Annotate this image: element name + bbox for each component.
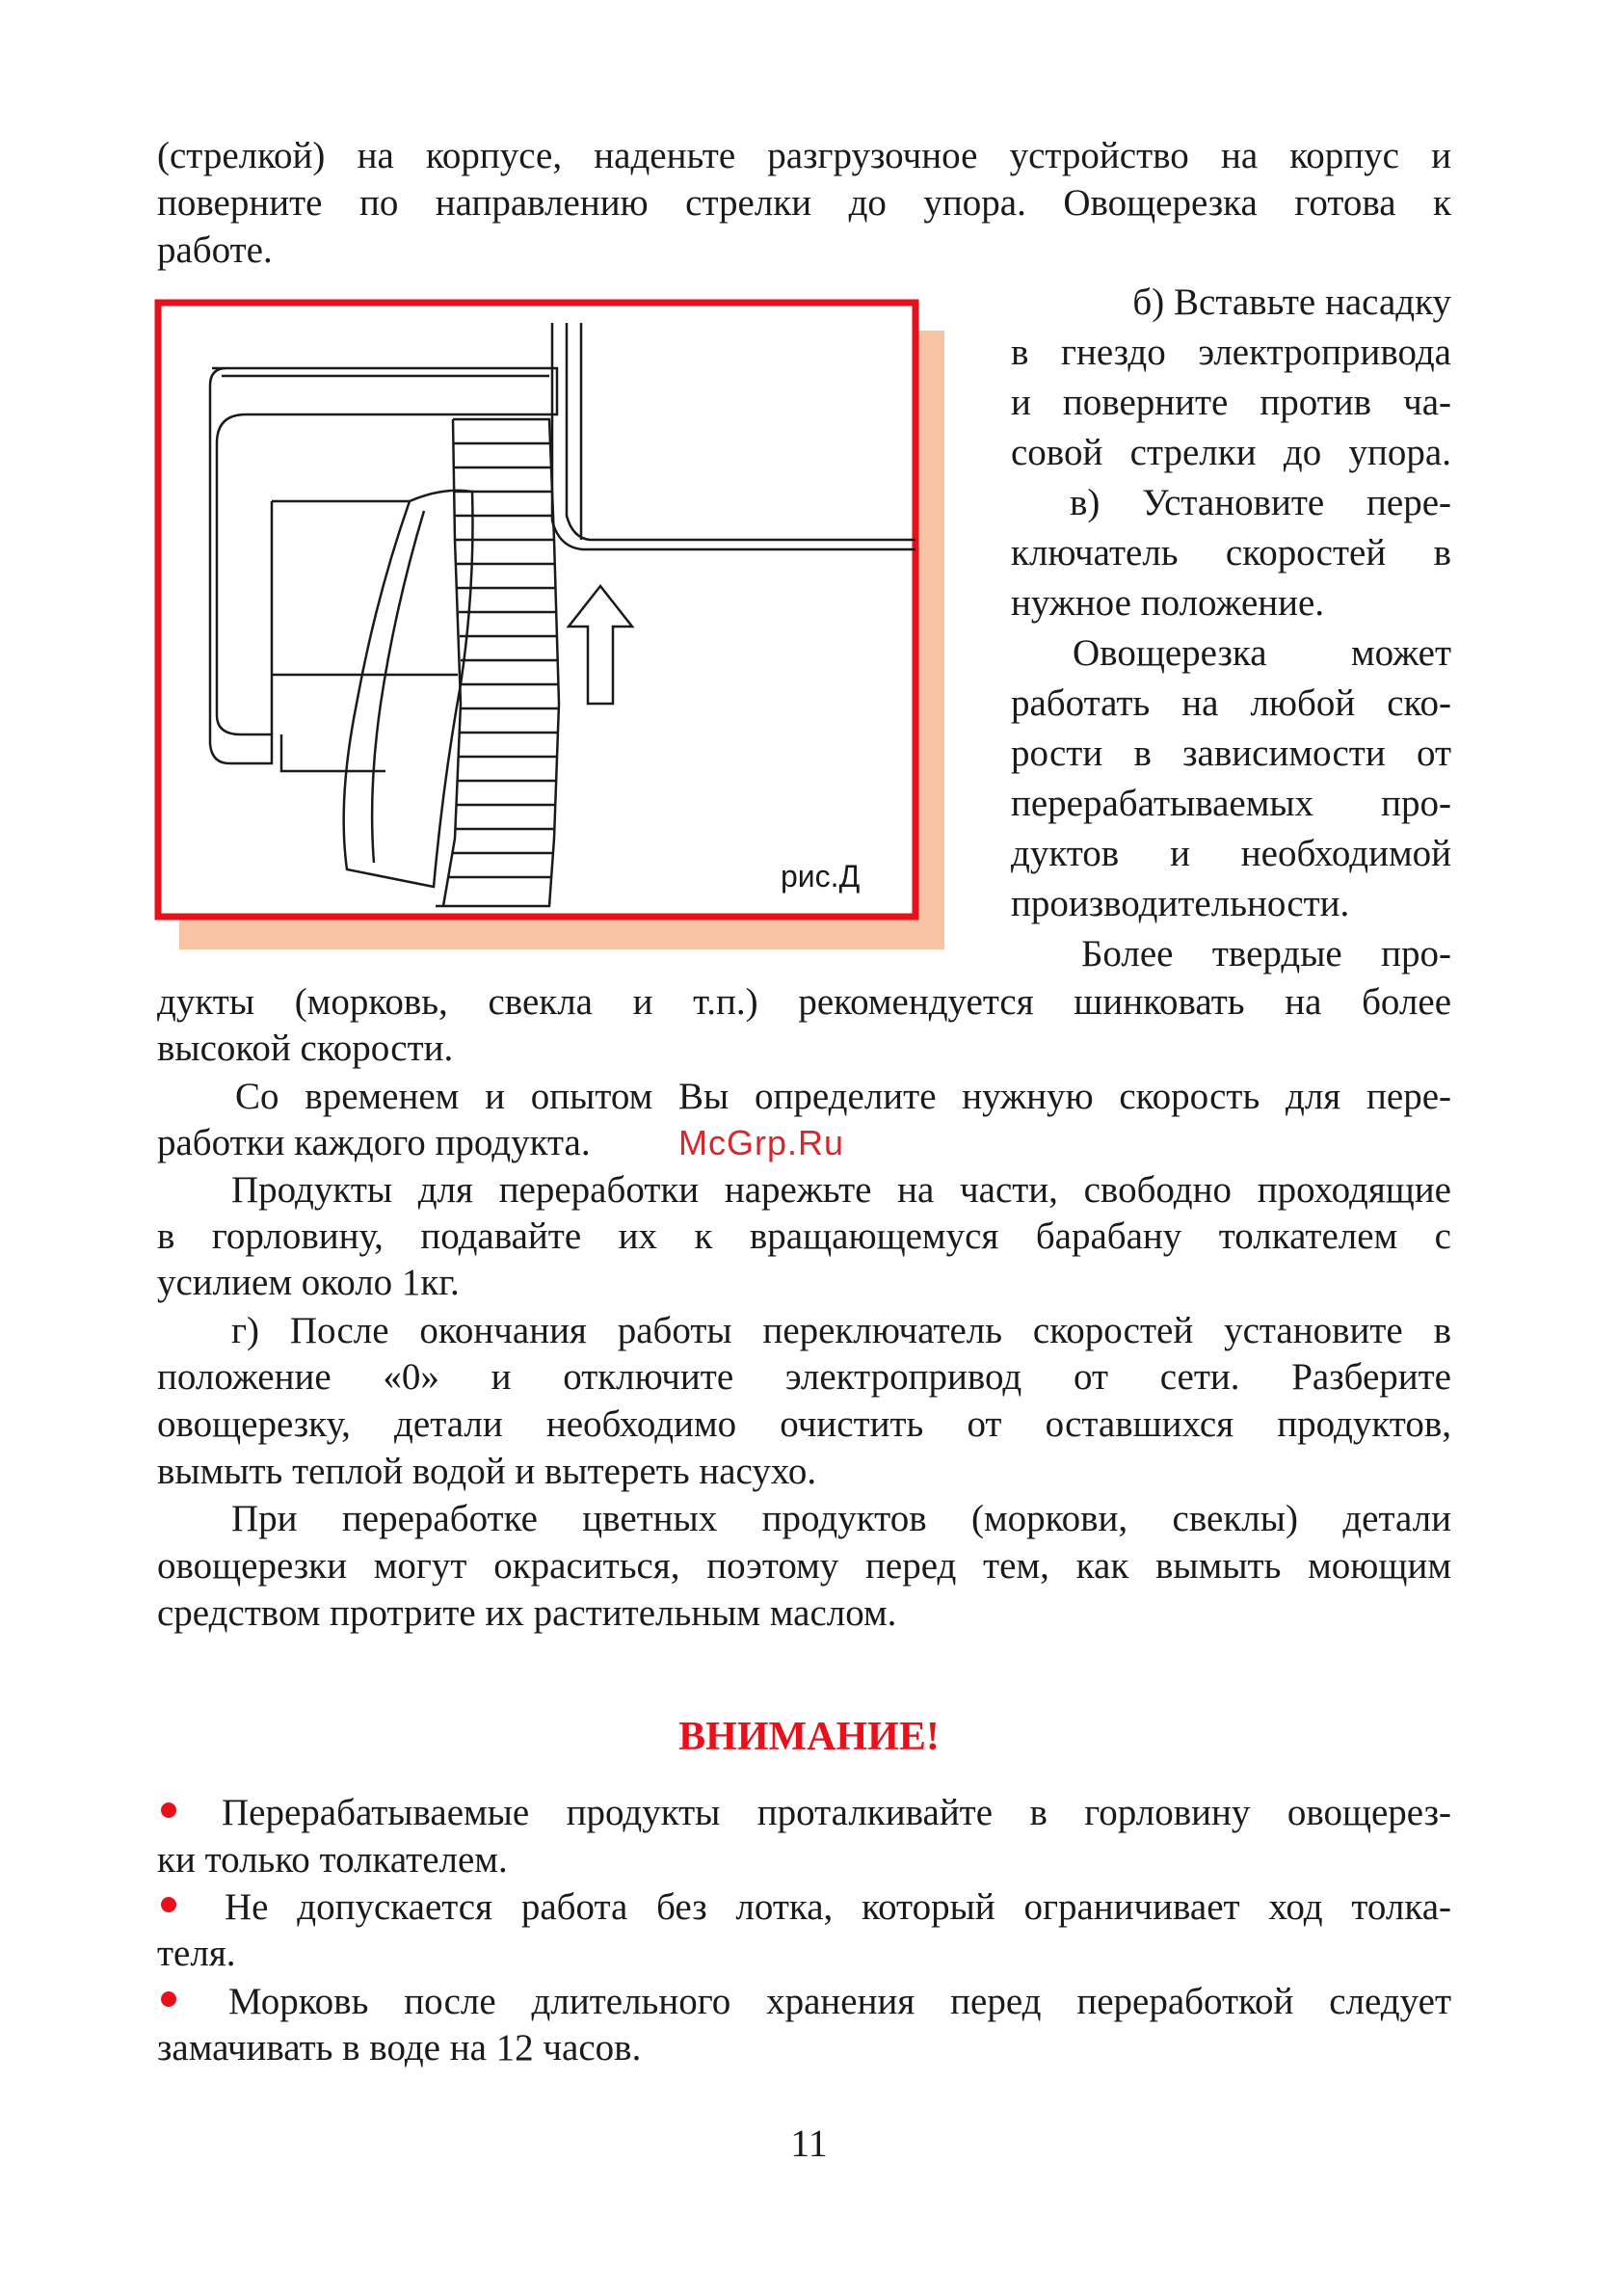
body-line-5: Продукты для переработки нарежьте на части, свободно проходящие xyxy=(231,1169,1451,1211)
body-line-14: средством протрите их растительным маслом. xyxy=(157,1592,897,1634)
side-line-9: работать на любой ско- xyxy=(1011,682,1451,724)
body-line-12: При переработке цветных продуктов (моркови, свеклы) детали xyxy=(231,1498,1451,1539)
figure-d xyxy=(154,299,944,949)
side-line-14: Более твердые про- xyxy=(1081,933,1451,974)
warning-line-1: Перерабатываемые продукты проталкивайте в горловину овощерез- xyxy=(222,1792,1451,1833)
side-line-7: нужное положение. xyxy=(1011,582,1325,624)
bullet-1 xyxy=(161,1802,176,1818)
body-line-10: овощерезку, детали необходимо очистить от оставшихся продуктов, xyxy=(157,1403,1451,1445)
watermark: McGrp.Ru xyxy=(678,1123,845,1162)
warning-line-5: Морковь после длительного хранения перед переработкой следует xyxy=(228,1981,1451,2022)
body-line-6: в горловину, подавайте их к вращающемуся барабану толкателем с xyxy=(157,1215,1451,1257)
bullet-2 xyxy=(161,1897,176,1912)
warning-line-4: теля. xyxy=(157,1933,236,1974)
side-line-11: перерабатываемых про- xyxy=(1011,783,1451,824)
intro-line-1: (стрелкой) на корпусе, наденьте разгрузочное устройство на корпус и xyxy=(157,135,1451,176)
side-line-13: производительности. xyxy=(1011,883,1350,924)
body-line-2: высокой скорости. xyxy=(157,1028,454,1069)
body-line-9: положение «0» и отключите электропривод от сети. Разберите xyxy=(157,1356,1451,1398)
side-line-3: и поверните против ча- xyxy=(1011,382,1451,423)
intro-line-3: работе. xyxy=(157,229,273,271)
warning-line-2: ки только толкателем. xyxy=(157,1839,508,1881)
body-line-1: дукты (морковь, свекла и т.п.) рекомендуется шинковать на более xyxy=(157,981,1451,1023)
warning-line-3: Не допускается работа без лотка, который ограничивает ход толка- xyxy=(225,1886,1451,1928)
bullet-3 xyxy=(161,1991,176,2007)
body-line-3: Со временем и опытом Вы определите нужную скорость для пере- xyxy=(235,1076,1451,1117)
side-line-4: совой стрелки до упора. xyxy=(1011,432,1451,473)
figure-caption: рис.Д xyxy=(781,859,861,894)
body-line-4: работки каждого продукта. xyxy=(157,1122,591,1163)
body-line-8: г) После окончания работы переключатель скоростей установите в xyxy=(231,1310,1451,1351)
warning-line-6: замачивать в воде на 12 часов. xyxy=(157,2027,642,2069)
body-line-11: вымыть теплой водой и вытереть насухо. xyxy=(157,1451,817,1492)
intro-line-2: поверните по направлению стрелки до упора. Овощерезка готова к xyxy=(157,182,1451,224)
side-line-5: в) Установите пере- xyxy=(1070,482,1451,523)
side-line-12: дуктов и необходимой xyxy=(1011,833,1451,874)
body-line-7: усилием около 1кг. xyxy=(157,1262,460,1303)
side-line-1: б) Вставьте насадку xyxy=(1132,281,1451,323)
side-line-2: в гнездо электропривода xyxy=(1011,332,1451,373)
page-number: 11 xyxy=(790,2122,828,2165)
warning-heading: ВНИМАНИЕ! xyxy=(678,1715,940,1759)
side-line-6: ключатель скоростей в xyxy=(1011,532,1451,574)
side-line-10: рости в зависимости от xyxy=(1011,733,1451,774)
side-line-8: Овощерезка может xyxy=(1073,632,1451,674)
body-line-13: овощерезки могут окраситься, поэтому перед тем, как вымыть моющим xyxy=(157,1545,1451,1587)
figure-illustration xyxy=(154,299,944,949)
